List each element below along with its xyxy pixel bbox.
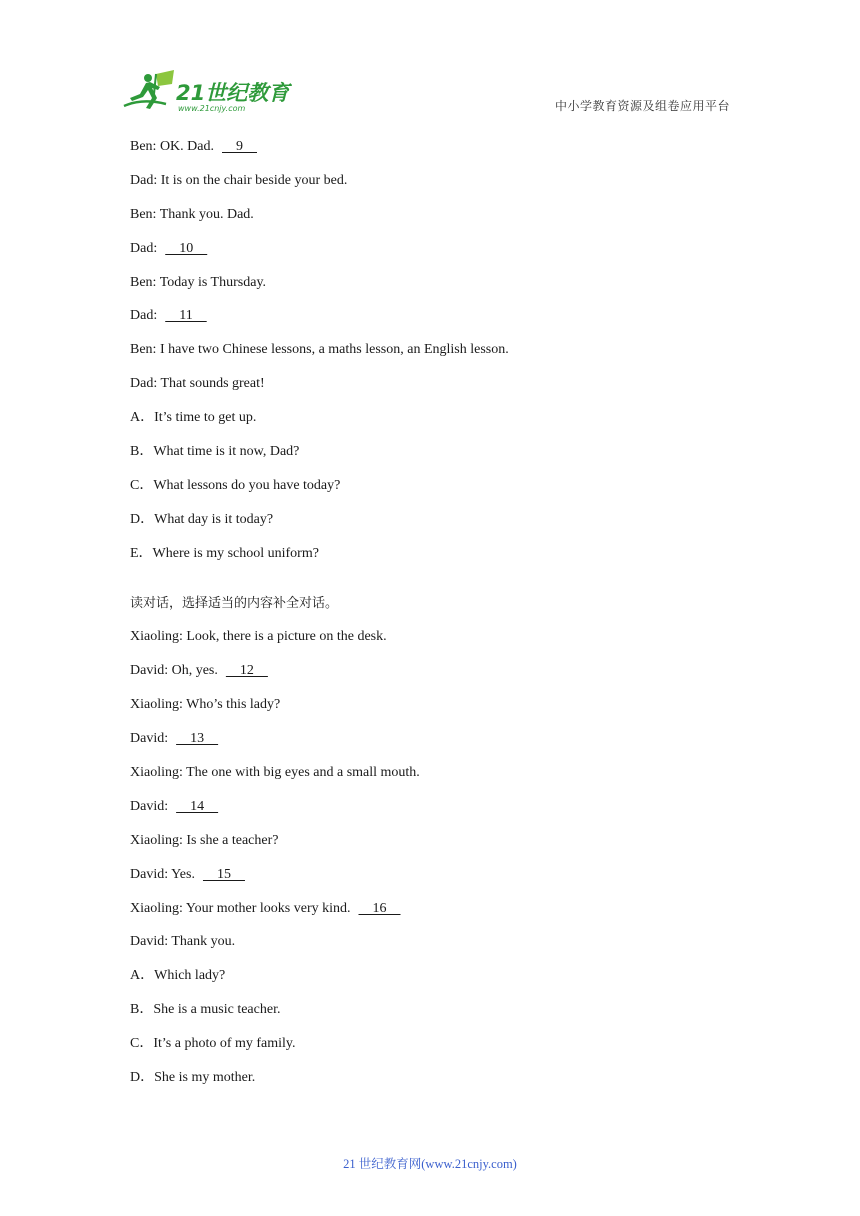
document-body xyxy=(130,138,750,1103)
dialogue-line xyxy=(130,274,750,292)
logo xyxy=(122,68,292,114)
answer-blank: 9 xyxy=(222,139,257,154)
line-text: Ben: Thank you. Dad. xyxy=(130,206,254,222)
dialogue-line xyxy=(130,511,750,529)
dialogue-line xyxy=(130,443,750,461)
line-text: D．She is my mother. xyxy=(130,1070,256,1086)
dialogue-line xyxy=(130,240,750,258)
dialogue-line xyxy=(130,933,750,951)
dialogue-line xyxy=(130,341,750,359)
line-text: Dad: That sounds great! xyxy=(130,376,265,392)
line-text: Xiaoling: Your mother looks very kind. xyxy=(130,900,351,916)
dialogue-line xyxy=(130,798,750,816)
platform-title: 中小学教育资源及组卷应用平台 xyxy=(554,99,730,113)
dialogue-line xyxy=(130,696,750,714)
line-text: Ben: Today is Thursday. xyxy=(130,274,267,290)
dialogue-section-1 xyxy=(130,138,750,563)
page-footer: 21 世纪教育网(www.21cnjy.com) xyxy=(343,1157,517,1171)
line-text: A．Which lady? xyxy=(130,968,226,984)
line-text: David: xyxy=(130,798,169,814)
answer-blank: 14 xyxy=(176,798,219,814)
line-text: B．She is a music teacher. xyxy=(130,1002,281,1018)
line-text: David: Thank you. xyxy=(130,934,236,950)
dialogue-line xyxy=(130,1069,750,1087)
line-text: Dad: It is on the chair beside your bed. xyxy=(130,172,348,188)
line-text: D．What day is it today? xyxy=(130,511,274,527)
answer-blank: 10 xyxy=(165,240,208,256)
line-text: David: Oh, yes. xyxy=(130,663,218,679)
line-text: A．It’s time to get up. xyxy=(130,410,257,426)
line-text: David: xyxy=(130,731,169,747)
line-text: Ben: I have two Chinese lessons, a maths lesson, an English lesson. xyxy=(130,342,509,358)
dialogue-line xyxy=(130,730,750,748)
runner-logo-icon xyxy=(122,68,292,114)
dialogue-line xyxy=(130,764,750,782)
section-2-instruction: 读对话，选择适当的内容补全对话。 xyxy=(130,595,339,611)
answer-blank: 13 xyxy=(176,731,219,747)
page-header xyxy=(0,0,860,125)
dialogue-line xyxy=(130,628,750,646)
answer-blank: 15 xyxy=(202,866,245,882)
dialogue-line xyxy=(130,138,750,156)
dialogue-line xyxy=(130,866,750,884)
answer-blank: 16 xyxy=(358,900,401,916)
dialogue-line xyxy=(130,662,750,680)
dialogue-line xyxy=(130,206,750,224)
line-text: Dad: xyxy=(130,240,158,256)
line-text: Xiaoling: Who’s this lady? xyxy=(130,697,281,713)
dialogue-line xyxy=(130,832,750,850)
line-text: Xiaoling: Is she a teacher? xyxy=(130,832,279,848)
answer-blank: 12 xyxy=(225,663,268,679)
line-text: Dad: xyxy=(130,308,158,324)
dialogue-line xyxy=(130,477,750,495)
dialogue-line xyxy=(130,967,750,985)
dialogue-line xyxy=(130,307,750,325)
logo-url: www.21cnjy.com xyxy=(178,104,246,113)
line-text: C．What lessons do you have today? xyxy=(130,477,341,493)
line-text: E．Where is my school uniform? xyxy=(130,545,319,561)
line-text: B．What time is it now, Dad? xyxy=(130,444,300,460)
dialogue-section-2 xyxy=(130,628,750,1087)
dialogue-line xyxy=(130,1035,750,1053)
dialogue-line xyxy=(130,545,750,563)
dialogue-line xyxy=(130,409,750,427)
line-text: David: Yes. xyxy=(130,866,195,882)
dialogue-line xyxy=(130,900,750,918)
line-text: C．It’s a photo of my family. xyxy=(130,1036,296,1052)
dialogue-line xyxy=(130,172,750,190)
dialogue-line xyxy=(130,375,750,393)
line-text: Xiaoling: The one with big eyes and a small mouth. xyxy=(130,765,420,781)
line-text: Xiaoling: Look, there is a picture on the desk. xyxy=(130,629,387,645)
answer-blank: 11 xyxy=(165,308,207,324)
logo-text: 21世纪教育 xyxy=(176,81,290,105)
line-text: Ben: OK. Dad. xyxy=(130,139,214,154)
dialogue-line xyxy=(130,1001,750,1019)
